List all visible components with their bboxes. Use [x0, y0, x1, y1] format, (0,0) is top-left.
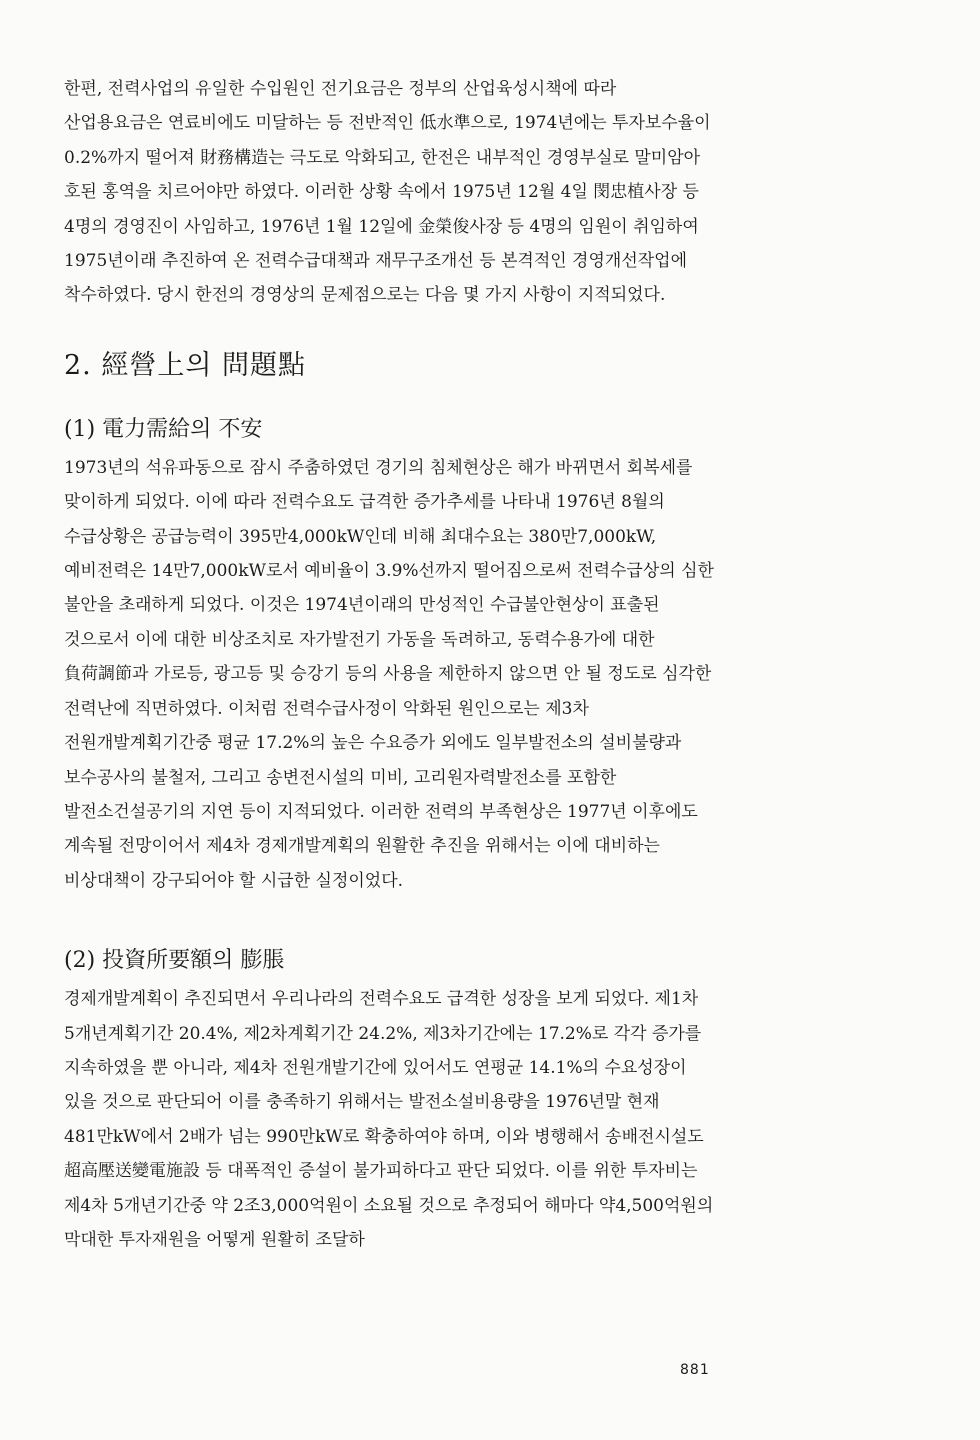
document-page: [64, 72, 714, 1257]
subsection-paragraph-power-supply: 1973년의 석유파동으로 잠시 주춤하였던 경기의 침체현상은 해가 바뀌면서 회복세를 맞이하게 되었다. 이에 따라 전력수요도 급격한 증가추세를 나타내 1976년 8월의 수급상황은 공급능력이 395만4,000kW인데 비해 최대수요는 380만7,000kW, 예비전력은 14만7,000kW로서 예비율이 3.9%선까지 떨어짐으로써 전력수급상의 심한 불안을 초래하게 되었다. 이것은 1974년이래의 만성적인 수급불안현상이 표출된 것으로서 이에 대한 비상조치로 자가발전기 가동을 독려하고, 동력수용가에 대한 負荷調節과 가로등, 광고등 및 승강기 등의 사용을 제한하지 않으면 안 될 정도로 심각한 전력난에 직면하였다. 이처럼 전력수급사정이 악화된 원인으로는 제3차 전원개발계획기간중 평균 17.2%의 높은 수요증가 외에도 일부발전소의 설비불량과 보수공사의 불철저, 그리고 송변전시설의 미비, 고리원자력발전소를 포함한 발전소건설공기의 지연 등이 지적되었다. 이러한 전력의 부족현상은 1977년 이후에도 계속될 전망이어서 제4차 경제개발계획의 원활한 추진을 위해서는 이에 대비하는 비상대책이 강구되어야 할 시급한 실정이었다.: [64, 457, 714, 891]
section-title: 2. 經營上의 問題點: [64, 349, 307, 381]
page-number: 881: [680, 1362, 710, 1378]
subsection-paragraph-investment: 경제개발계획이 추진되면서 우리나라의 전력수요도 급격한 성장을 보게 되었다. 제1차 5개년계획기간 20.4%, 제2차계획기간 24.2%, 제3차기간에는 17.2%로 각각 증가를 지속하였을 뿐 아니라, 제4차 전원개발기간에 있어서도 연평균 14.1%의 수요성장이 있을 것으로 판단되어 이를 충족하기 위해서는 발전소설비용량을 1976년말 현재 481만kW에서 2배가 넘는 990만kW로 확충하여야 하며, 이와 병행해서 송배전시설도 超高壓送變電施設 등 대폭적인 증설이 불가피하다고 판단 되었다. 이를 위한 투자비는 제4차 5개년기간중 약 2조3,000억원이 소요될 것으로 추정되어 해마다 약4,500억원의 막대한 투자재원을 어떻게 원활히 조달하: [64, 989, 714, 1250]
intro-paragraph: 한편, 전력사업의 유일한 수입원인 전기요금은 정부의 산업육성시책에 따라 산업용요금은 연료비에도 미달하는 등 전반적인 低水準으로, 1974년에는 투자보수율이 0.2%까지 떨어져 財務構造는 극도로 악화되고, 한전은 내부적인 경영부실로 말미암아 호된 홍역을 치르어야만 하였다. 이러한 상황 속에서 1975년 12월 4일 閔忠植사장 등 4명의 경영진이 사임하고, 1976년 1월 12일에 金榮俊사장 등 4명의 임원이 취임하여 1975년이래 추진하여 온 전력수급대책과 재무구조개선 등 본격적인 경영개선작업에 착수하였다. 당시 한전의 경영상의 문제점으로는 다음 몇 가지 사항이 지적되었다.: [64, 79, 711, 306]
section-spacer: [64, 898, 714, 944]
subsection-title-power-supply: (1) 電力需給의 不安: [64, 416, 263, 442]
subsection-title-investment: (2) 投資所要額의 膨脹: [64, 948, 285, 974]
